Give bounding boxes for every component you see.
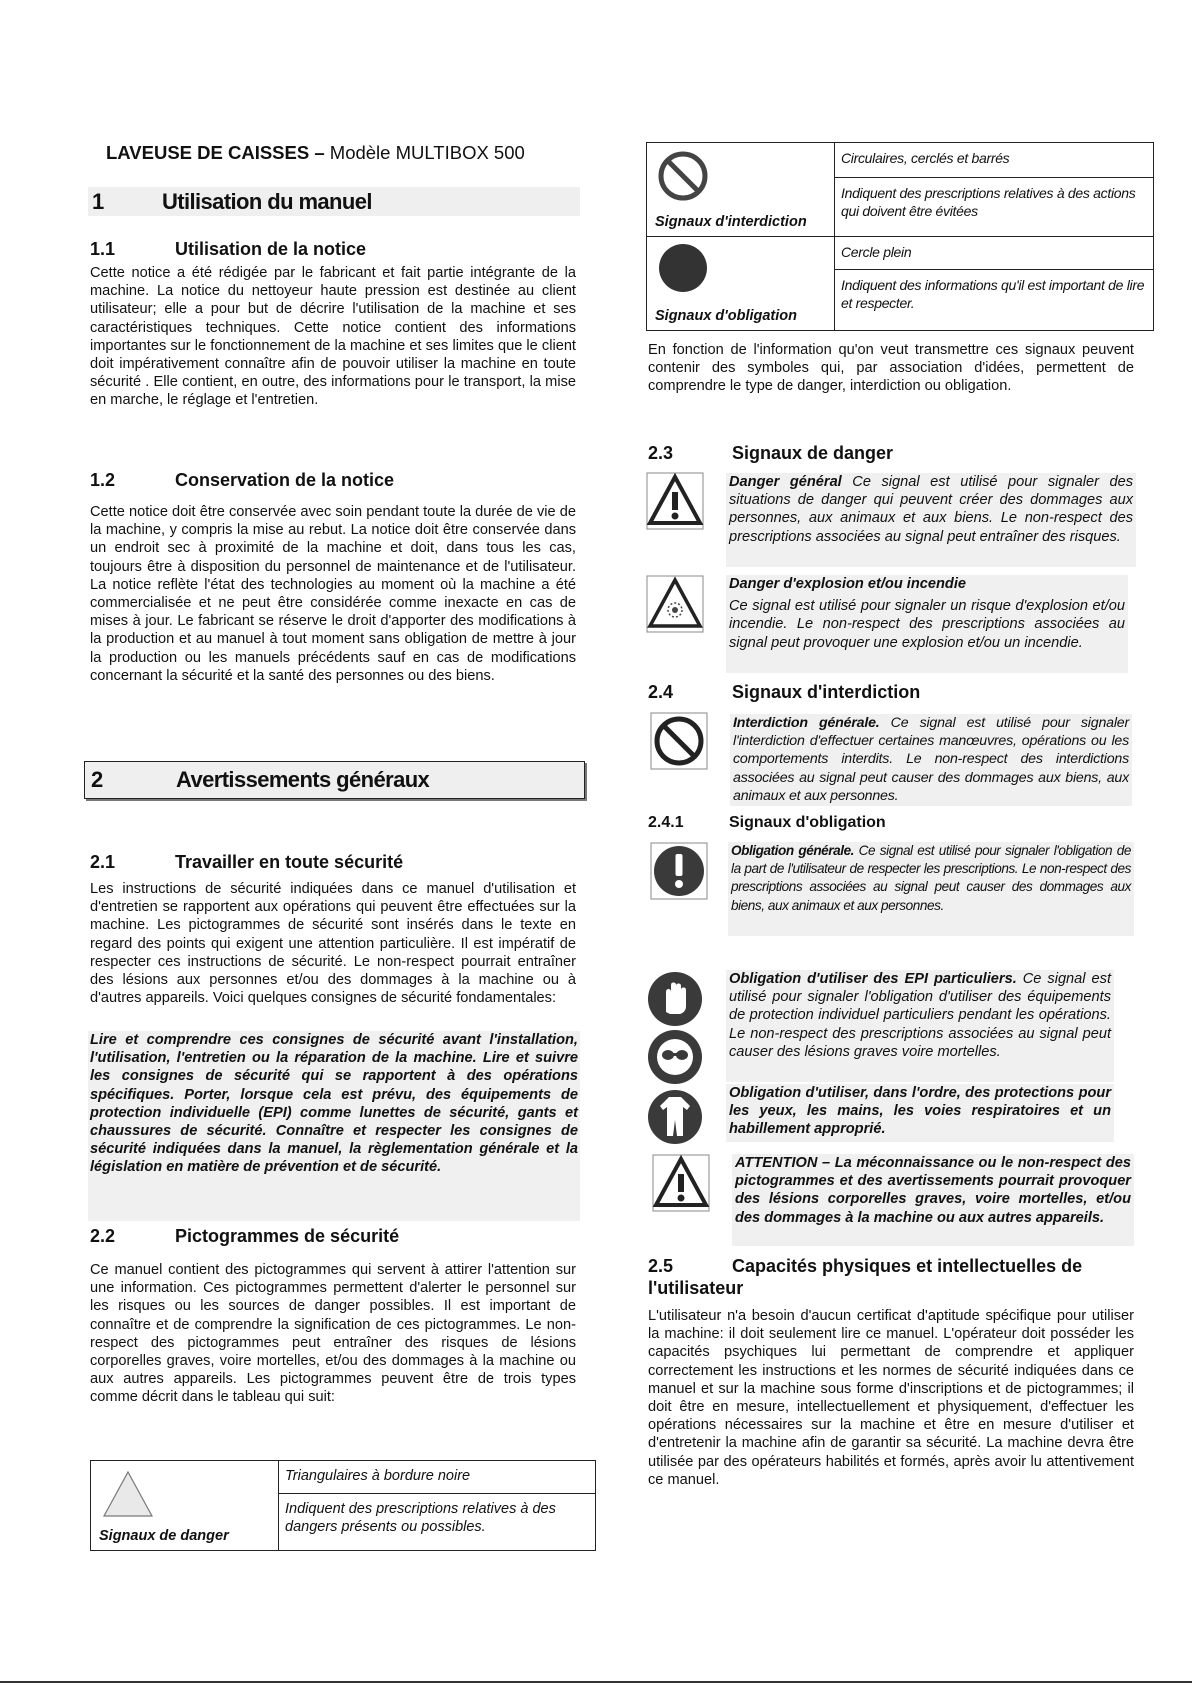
obligation-epi-text [726, 970, 1114, 1082]
subsection-title: Pictogrammes de sécurité [175, 1226, 400, 1246]
obligation-general-title: Obligation générale. [731, 843, 855, 858]
table-picto-cell [91, 1461, 279, 1551]
danger-explosion-item [646, 575, 1130, 675]
table-label: Signaux de danger [99, 1528, 229, 1544]
signal-table-interdiction-obligation [646, 142, 1154, 331]
subsection-number: 1.2 [90, 470, 116, 490]
table-picto-cell [647, 237, 835, 331]
subsection-title: Signaux d'interdiction [732, 682, 921, 702]
obligation-epi-item [726, 970, 1114, 1142]
document-title-model: Modèle MULTIBOX 500 [324, 142, 525, 163]
danger-explosion-title: Danger d'explosion et/ou incendie [729, 576, 967, 592]
document-title [106, 142, 525, 164]
subsection-title-line2: l'utilisateur [648, 1278, 744, 1298]
subsection-title: Travailler en toute sécurité [175, 852, 404, 872]
obligation-epi-title: Obligation d'utiliser des EPI particuliers. [729, 971, 1017, 987]
danger-explosion-text [726, 575, 1128, 673]
attention-warning: ATTENTION – La méconnaissance ou le non-respect des pictogrammes et des avertissements pourrait provoquer des lésions corporelles graves, voire mortelles, et/ou des dommages à la machine ou aux autres appareils. [735, 1155, 1131, 1226]
table-meaning-cell: Indiquent des prescriptions relatives à des dangers présents ou possibles. [279, 1494, 596, 1551]
subsection-heading-2-5 [648, 1255, 1148, 1301]
obligation-protections-text [726, 1084, 1114, 1142]
attention-text [732, 1154, 1134, 1246]
paragraph-1-1: Cette notice a été rédigée par le fabricant et fait partie intégrante de la machine. La notice du nettoyeur haute pression est destinée au client utilisateur; elle a pour but de décrire l'utilisation de la machine et ses caractéristiques techniques. Cette notice contient des informations importantes sur le fonctionnement de la machine et ses limites que le client doit impérativement connaître afin de pouvoir utiliser la machine en toute sécurité . Elle contient, en outre, des informations pour le transport, la mise en marche, le réglage et l'entretien. [90, 265, 576, 409]
table-meaning-cell: Indiquent des prescriptions relatives à des actions qui doivent être évitées [835, 178, 1154, 237]
interdiction-general-item [650, 712, 1134, 806]
table-label: Signaux d'interdiction [655, 214, 807, 230]
subsection-number: 2.4 [648, 682, 674, 702]
triangle-icon [101, 1469, 155, 1519]
subsection-number: 2.1 [90, 852, 116, 872]
interdiction-general-title: Interdiction générale. [733, 715, 880, 731]
explosion-icon [646, 575, 704, 633]
table-shape-cell: Triangulaires à bordure noire [279, 1461, 596, 1494]
document-title-bold: LAVEUSE DE CAISSES – [106, 142, 325, 163]
table-label: Signaux d'obligation [655, 308, 797, 324]
subsection-number: 2.4.1 [648, 814, 684, 831]
paragraph-1-2: Cette notice doit être conservée avec soin pendant toute la durée de vie de la machine, y compris la mise au rebut. La notice doit être conservée dans un endroit sec à proximité de la machine et doit, dans tous les cas, toujours être à disposition du personnel de maintenance et de l'utilisateur. La notice reflète l'état des technologies au moment où la machine a été commercialisée et ne peut être considérée comme inexacte en cas de mises à jour. Le fabricant se réserve le droit d'apporter des modifications à la production et au manuel à tout moment sans obligation de mettre à jour la production ou les manuels précédents sauf en cas de modifications concernant la sécurité et la santé des personnes ou des biens. [90, 504, 576, 684]
table-shape-cell: Circulaires, cerclés et barrés [835, 143, 1154, 178]
table-meaning-cell: Indiquent des informations qu'il est important de lire et respecter. [835, 270, 1154, 331]
section-heading-2 [84, 761, 585, 799]
danger-general-title: Danger général [729, 474, 842, 490]
subsection-number: 1.1 [90, 239, 116, 259]
section-title: Avertissements généraux [176, 767, 430, 792]
warning-icon [646, 472, 704, 530]
paragraph-after-table: En fonction de l'information qu'on veut transmettre ces signaux peuvent contenir des symboles qui, par association d'idées, permettent de comprendre le type de danger, interdiction ou obligation. [648, 342, 1134, 395]
paragraph-2-5: L'utilisateur n'a besoin d'aucun certificat d'aptitude spécifique pour utiliser la machine: il doit seulement lire ce manuel. L'opérateur doit posséder les capacités psychiques lui permettant de comprendre et appliquer correctement les instructions et les normes de sécurité indiquées dans ce manuel et sur la machine sous forme d'inscriptions et de pictogrammes; il doit être en mesure, intellectuellement et physiquement, d'effectuer les opérations nécessaires sur la machine et être en mesure d'utiliser et d'entretenir la machine afin de garantir sa sécurité. La machine devra être utilisée par des opérateurs habilités et formés, après avoir lu attentivement ce manuel. [648, 1308, 1134, 1488]
hand-glove-icon [646, 970, 704, 1028]
coverall-icon [646, 1088, 704, 1146]
obligation-general-item [650, 842, 1134, 938]
obligation-general-text [728, 842, 1134, 936]
goggles-icon [646, 1028, 704, 1086]
interdiction-general-desc: Ce signal est utilisé pour signaler l'interdiction d'effectuer certaines manœuvres, opérations ou les comportements interdits. Le non-respect des interdictions associées au signal peut causer des dommages aux biens, aux animaux et aux personnes. [733, 715, 1129, 804]
signal-table-danger [90, 1460, 596, 1551]
subsection-number: 2.3 [648, 443, 674, 463]
table-shape-cell: Cercle plein [835, 237, 1154, 270]
danger-general-text [726, 473, 1136, 567]
epi-icons-column [646, 970, 704, 1148]
subsection-title: Conservation de la notice [175, 470, 395, 490]
subsection-title: Utilisation de la notice [175, 239, 367, 259]
obligation-general-desc: Ce signal est utilisé pour signaler l'obligation de la part de l'utilisateur de respecter les prescriptions. Le non-respect des prescriptions associées au signal peut causer des dommages aux biens, aux animaux et aux personnes. [731, 843, 1131, 913]
section-heading-1 [88, 187, 580, 216]
mandatory-icon [650, 842, 708, 900]
paragraph-2-2: Ce manuel contient des pictogrammes qui servent à attirer l'attention sur une information. Ces pictogrammes permettent d'alerter le personnel sur les risques ou les sources de danger possibles. Il est important de connaître et de comprendre la signification de ces pictogrammes. Le non-respect des pictogrammes peut entraîner des risques de lésions corporelles graves, voire mortelles, et/ou des dommages à la machine ou aux autres appareils. Les pictogrammes peuvent être de trois types comme décrit dans le tableau qui suit: [90, 1262, 576, 1406]
paragraph-2-1: Les instructions de sécurité indiquées dans ce manuel d'utilisation et d'entretien se rapportent aux opérations qui peuvent être effectuées sur la machine. Les pictogrammes de sécurité sont insérés dans le texte en regard des points qui exigent une attention particulière. Il est impératif de respecter ces instructions de sécurité. Le non-respect pourrait entraîner des lésions aux personnes et/ou des dommages à la machine ou à d'autres appareils. Voici quelques consignes de sécurité fondamentales: [90, 881, 576, 1007]
section-number: 1 [92, 189, 104, 214]
prohibition-icon [650, 712, 708, 770]
subsection-number: 2.5 [648, 1256, 674, 1276]
obligation-epi-desc: Ce signal est utilisé pour signaler l'obligation d'utiliser des équipements de protection individuel particuliers pendant les opérations. Le non-respect des prescriptions associées au signal peut causer des lésions graves voire mortelles. [729, 971, 1111, 1060]
warning-icon [652, 1154, 710, 1212]
subsection-title: Signaux de danger [732, 443, 894, 463]
section-title: Utilisation du manuel [162, 189, 372, 214]
safety-warning-box: Lire et comprendre ces consignes de sécurité avant l'installation, l'utilisation, l'entretien ou la réparation de la machine. Lire et suivre les consignes de sécurité qui se rapportent à des opérations spécifiques. Porter, lorsque cela est prévu, des équipements de protection individuelle (EPI) comme lunettes de sécurité, gants et chaussures de sécurité. Connaître et respecter les consignes de sécurité indiquées dans la manuel, la règlementation générale et la législation en matière de prévention et de sécurité. [88, 1031, 580, 1221]
interdiction-general-text [730, 714, 1132, 806]
subsection-number: 2.2 [90, 1226, 116, 1246]
danger-explosion-desc: Ce signal est utilisé pour signaler un risque d'explosion et/ou incendie. Le non-respect des prescriptions associées au signal peut provoquer une explosion et/ou un incendie. [729, 598, 1125, 651]
page-bottom-line [0, 1681, 1192, 1683]
section-number: 2 [91, 767, 103, 792]
attention-item [652, 1154, 1136, 1246]
subsection-title: Capacités physiques et intellectuelles de [732, 1256, 1083, 1276]
subsection-title: Signaux d'obligation [729, 814, 886, 831]
danger-general-desc: Ce signal est utilisé pour signaler des situations de danger qui peuvent créer des dommages aux personnes, aux animaux et aux biens. Le non-respect des prescriptions associées au signal peut entraîner des risques. [729, 474, 1134, 545]
filled-circle-icon [656, 241, 710, 295]
danger-general-item [646, 472, 1136, 568]
obligation-protections-title: Obligation d'utiliser, dans l'ordre, des protections pour les yeux, les mains, les voies respiratoires et un habillement approprié. [729, 1085, 1111, 1138]
prohibition-icon [656, 149, 710, 203]
table-picto-cell [647, 143, 835, 237]
